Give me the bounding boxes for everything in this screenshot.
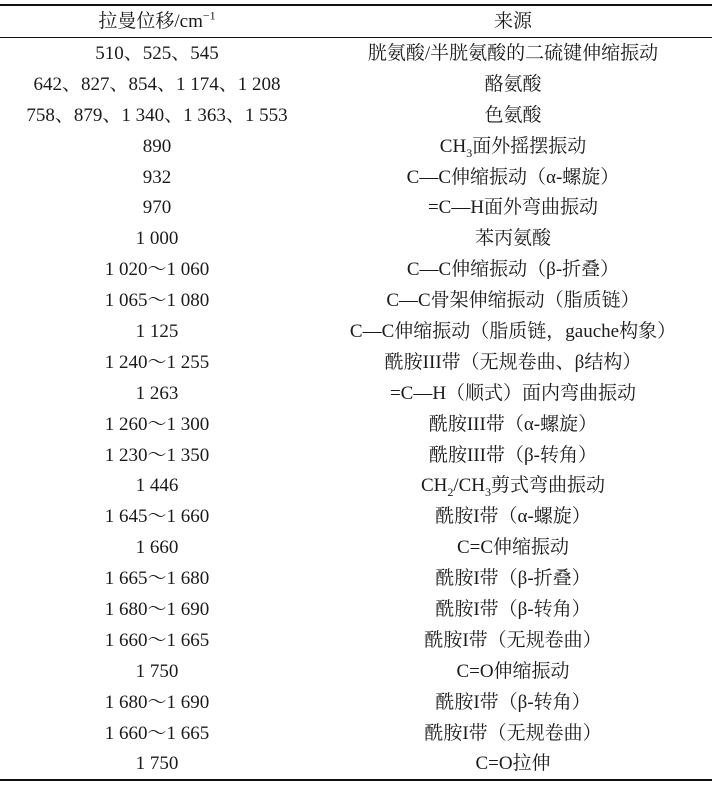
cell-shift: 1 680～1 690 bbox=[104, 598, 210, 620]
raman-shift-table bbox=[0, 4, 712, 781]
formula-part: CH bbox=[439, 135, 467, 157]
formula-part: CH bbox=[420, 475, 448, 497]
table-header bbox=[0, 5, 712, 38]
table-row bbox=[0, 594, 712, 625]
table-row bbox=[0, 656, 712, 687]
table-row bbox=[0, 718, 712, 749]
cell-source: 酰胺I带（α-螺旋） bbox=[435, 506, 591, 528]
table-row bbox=[0, 532, 712, 563]
cell-shift: 510、525、545 bbox=[95, 42, 219, 64]
cell-shift: 1 665～1 680 bbox=[104, 568, 210, 590]
cell-shift: 1 660～1 665 bbox=[104, 629, 210, 651]
cell-source: C—C伸缩振动（β-折叠） bbox=[406, 259, 620, 281]
cell-shift: 1 446 bbox=[135, 475, 179, 497]
header-raman-shift-unit-exponent: −1 bbox=[202, 8, 216, 23]
table-row bbox=[0, 254, 712, 285]
cell-shift: 890 bbox=[142, 135, 172, 157]
cell-source: 酰胺I带（β-折叠） bbox=[435, 568, 591, 590]
cell-source: 苯丙氨酸 bbox=[474, 228, 551, 250]
table-row bbox=[0, 38, 712, 69]
cell-shift: 1 750 bbox=[135, 753, 179, 775]
cell-shift: 1 125 bbox=[135, 320, 179, 342]
cell-shift: 970 bbox=[142, 197, 172, 219]
cell-shift: 1 645～1 660 bbox=[104, 506, 210, 528]
table-row bbox=[0, 131, 712, 162]
table-row bbox=[0, 223, 712, 254]
cell-source: 酰胺I带（β-转角） bbox=[435, 598, 591, 620]
cell-source: 胱氨酸/半胱氨酸的二硫键伸缩振动 bbox=[367, 42, 659, 64]
table-row bbox=[0, 440, 712, 471]
cell-source: 酰胺III带（β-转角） bbox=[429, 444, 597, 466]
cell-source: C—C骨架伸缩振动（脂质链） bbox=[386, 290, 640, 312]
table-row bbox=[0, 192, 712, 223]
cell-source: =C—H（顺式）面内弯曲振动 bbox=[389, 382, 637, 404]
cell-source: 酰胺I带（无规卷曲） bbox=[424, 722, 602, 744]
cell-source: 酰胺III带（α-螺旋） bbox=[428, 413, 598, 435]
cell-source: C—C伸缩振动（α-螺旋） bbox=[406, 166, 620, 188]
table-row bbox=[0, 347, 712, 378]
cell-shift: 932 bbox=[142, 166, 172, 188]
table-row bbox=[0, 162, 712, 193]
table-row bbox=[0, 501, 712, 532]
table-row bbox=[0, 285, 712, 316]
cell-shift: 1 020～1 060 bbox=[104, 259, 210, 281]
cell-source: 色氨酸 bbox=[484, 104, 542, 126]
cell-shift: 642、827、854、1 174、1 208 bbox=[33, 73, 281, 95]
formula-subscript: 3 bbox=[466, 145, 473, 160]
cell-source: 酪氨酸 bbox=[484, 73, 542, 95]
table-row bbox=[0, 748, 712, 780]
cell-source: C—C伸缩振动（脂质链，gauche构象） bbox=[349, 320, 677, 342]
header-source: 来源 bbox=[493, 11, 532, 32]
formula-subscript: 3 bbox=[485, 485, 492, 500]
table-row bbox=[0, 687, 712, 718]
table-row bbox=[0, 563, 712, 594]
cell-shift: 1 660～1 665 bbox=[104, 722, 210, 744]
cell-shift: 1 240～1 255 bbox=[104, 351, 210, 373]
cell-shift: 1 000 bbox=[135, 228, 179, 250]
table-row bbox=[0, 409, 712, 440]
formula-subscript: 2 bbox=[447, 485, 454, 500]
cell-shift: 758、879、1 340、1 363、1 553 bbox=[26, 104, 288, 126]
table-row bbox=[0, 470, 712, 501]
cell-shift: 1 065～1 080 bbox=[104, 290, 210, 312]
cell-shift: 1 750 bbox=[135, 660, 179, 682]
header-raman-shift-label: 拉曼位移/cm bbox=[98, 11, 203, 32]
cell-source bbox=[314, 131, 712, 162]
cell-source: C=C伸缩振动 bbox=[456, 537, 570, 559]
table-row bbox=[0, 100, 712, 131]
cell-shift: 1 230～1 350 bbox=[104, 444, 210, 466]
cell-source: C=O伸缩振动 bbox=[456, 660, 570, 682]
table-row bbox=[0, 69, 712, 100]
cell-shift: 1 263 bbox=[135, 382, 179, 404]
cell-source: C=O拉伸 bbox=[475, 753, 551, 775]
cell-source bbox=[314, 470, 712, 501]
formula-part: /CH bbox=[453, 475, 486, 497]
header-row bbox=[0, 5, 712, 38]
table-row bbox=[0, 625, 712, 656]
cell-shift: 1 680～1 690 bbox=[104, 691, 210, 713]
formula-part: 剪式弯曲振动 bbox=[491, 475, 606, 497]
header-raman-shift bbox=[0, 5, 314, 38]
table-body bbox=[0, 38, 712, 781]
table-row bbox=[0, 378, 712, 409]
cell-source: 酰胺I带（β-转角） bbox=[435, 691, 591, 713]
cell-source: 酰胺III带（无规卷曲、β结构） bbox=[384, 351, 642, 373]
formula-part: 面外摇摆振动 bbox=[472, 135, 587, 157]
cell-source: =C—H面外弯曲振动 bbox=[427, 197, 599, 219]
raman-table-container bbox=[0, 4, 712, 781]
cell-shift: 1 660 bbox=[135, 537, 179, 559]
cell-shift: 1 260～1 300 bbox=[104, 413, 210, 435]
table-row bbox=[0, 316, 712, 347]
cell-source: 酰胺I带（无规卷曲） bbox=[424, 629, 602, 651]
